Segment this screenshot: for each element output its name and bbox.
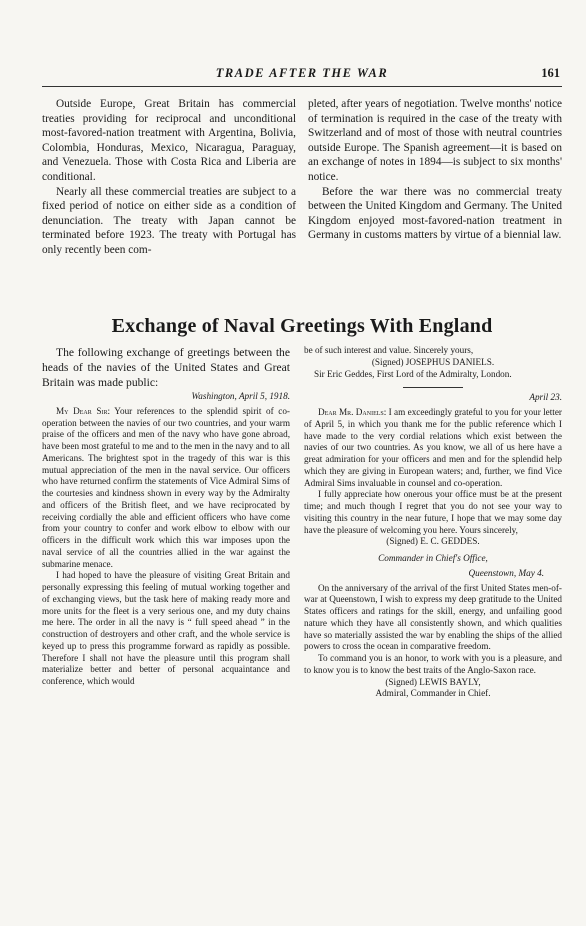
letter-two-paragraph: I fully appreciate how onerous your office must be at the present time; and much though I regret that you do not see your way to visiting this country in the near future, I hope that we may some day have the pleasure of welcoming you here. Yours sincerely, xyxy=(304,489,562,535)
intro-right-column xyxy=(308,97,562,243)
letter-divider xyxy=(403,387,463,388)
article-headline: Exchange of Naval Greetings With England xyxy=(111,315,493,337)
letter-two-body: I am exceedingly grateful to you for your letter of April 5, in which you thank me for the public reference which I have made to the very cordial relations which exist between the navies of our two countries. As you know, we all of us here have a great admiration for your officers and men and for the splendid help which they are giving in European waters; and, further, we find Vice Admiral Sims invaluable in counsel and co-operation. xyxy=(304,407,562,488)
letter-two-signature: (Signed) E. C. GEDDES. xyxy=(386,536,480,547)
article-right-column xyxy=(304,345,562,700)
running-title: TRADE AFTER THE WAR xyxy=(215,66,389,80)
letter-one-paragraph: I had hoped to have the pleasure of visiting Great Britain and personally expressing this feeling of mutual working together and of exchanging views, but the task here of making ready more and more units for the fleet is a very serious one, and my duty chains me here. The order in all the navy is “ full speed ahead ” in the construction of destroyers and other craft, and the whole service is keyed up to press this programme forward as rapidly as possible. Therefore I shall not have the pleasure until this program shall materialize better and better of personal acquaintance and conference, which would xyxy=(42,570,290,686)
article-lede: The following exchange of greetings between the heads of the navies of the United States and Great Britain was made public: xyxy=(42,346,290,389)
intro-paragraph: pleted, after years of negotiation. Twelve months' notice of termination is required in the case of the treaty with Switzerland and of most of those with neutral countries outside Europe. The Spanish agreement—it is based on an exchange of notes in 1894—is subject to six months' notice. xyxy=(308,98,562,183)
letter-two-salutation: Dear Mr. Daniels: xyxy=(318,407,387,417)
letter-two-dateline: April 23. xyxy=(529,392,562,403)
letter-three-signature: (Signed) LEWIS BAYLY, xyxy=(385,676,481,687)
letter-one xyxy=(42,391,290,688)
intro-paragraph: Outside Europe, Great Britain has commercial treaties providing for reciprocal and unconditional most-favored-nation treatment with Argentina, Bolivia, Colombia, Honduras, Mexico, Nicaragua, Paraguay, and Venezuela. Those with Costa Rica and Liberia are conditional. xyxy=(42,98,296,183)
letter-two-paragraph xyxy=(304,407,562,489)
letter-three-dateline: Queenstown, May 4. xyxy=(468,567,544,578)
running-head xyxy=(42,66,562,84)
letter-one-closing: be of such interest and value. Sincerely yours, xyxy=(304,345,474,355)
letter-three-signature-title: Admiral, Commander in Chief. xyxy=(375,688,491,699)
letter-three-paragraph: To command you is an honor, to work with you is a pleasure, and to know you is to know the best traits of the Anglo-Saxon race. xyxy=(304,653,562,675)
intro-paragraph: Nearly all these commercial treaties are subject to a fixed period of notice on either side as a condition of denunciation. The treaty with Japan cannot be terminated before 1923. The treaty with Portugal has only recently been com- xyxy=(42,185,296,256)
letter-three-dateline: Commander in Chief's Office, xyxy=(378,553,488,563)
letter-one-paragraph xyxy=(42,406,290,571)
letter-one-salutation: My Dear Sir: xyxy=(56,405,111,416)
letter-one-signature: (Signed) JOSEPHUS DANIELS. xyxy=(371,356,495,367)
intro-left-column xyxy=(42,97,296,258)
intro-paragraph: Before the war there was no commercial treaty between the United Kingdom and Germany. The United Kingdom enjoyed most-favored-nation treatment in Germany in customs matters by virtue of a biennial law. xyxy=(308,185,562,242)
page xyxy=(42,0,562,926)
letter-one-dateline: Washington, April 5, 1918. xyxy=(191,391,290,401)
page-number: 161 xyxy=(541,66,560,80)
letter-one-addressee: Sir Eric Geddes, First Lord of the Admiralty, London. xyxy=(314,368,512,379)
letter-one-body: Your references to the splendid spirit of co-operation between the navies of our two countries, and your warm praise of the officers and men of the navy who have gone abroad, have been most grateful to me and to the men in the navy and to all Americans. The brightest spot in the tragedy of this war is this mutual appreciation of the men in the naval service. Our officers who have returned confirm the statements of Vice Admiral Sims of the courtesies and kindness shown in every way by the Admiralty and officers of the British fleet, and we have reciprocated by receiving cordially the able and efficient officers who have come from your country to confer and work elbow to elbow with our officers in the difficult work which this war imposes upon the naval service of all the countries allied in the war against the submarine menace. xyxy=(42,405,290,569)
letter-three-paragraph: On the anniversary of the arrival of the first United States men-of-war at Queenstown, I wish to express my deep gratitude to the United States officers and ratings for the skill, energy, and unfailing good nature which they have all consistently shown, and which qualities have so materially assisted the war by enabling the ships of the allied powers to cross the ocean in comparative freedom. xyxy=(304,582,562,652)
article-left-column xyxy=(42,345,290,688)
header-rule xyxy=(42,86,562,87)
